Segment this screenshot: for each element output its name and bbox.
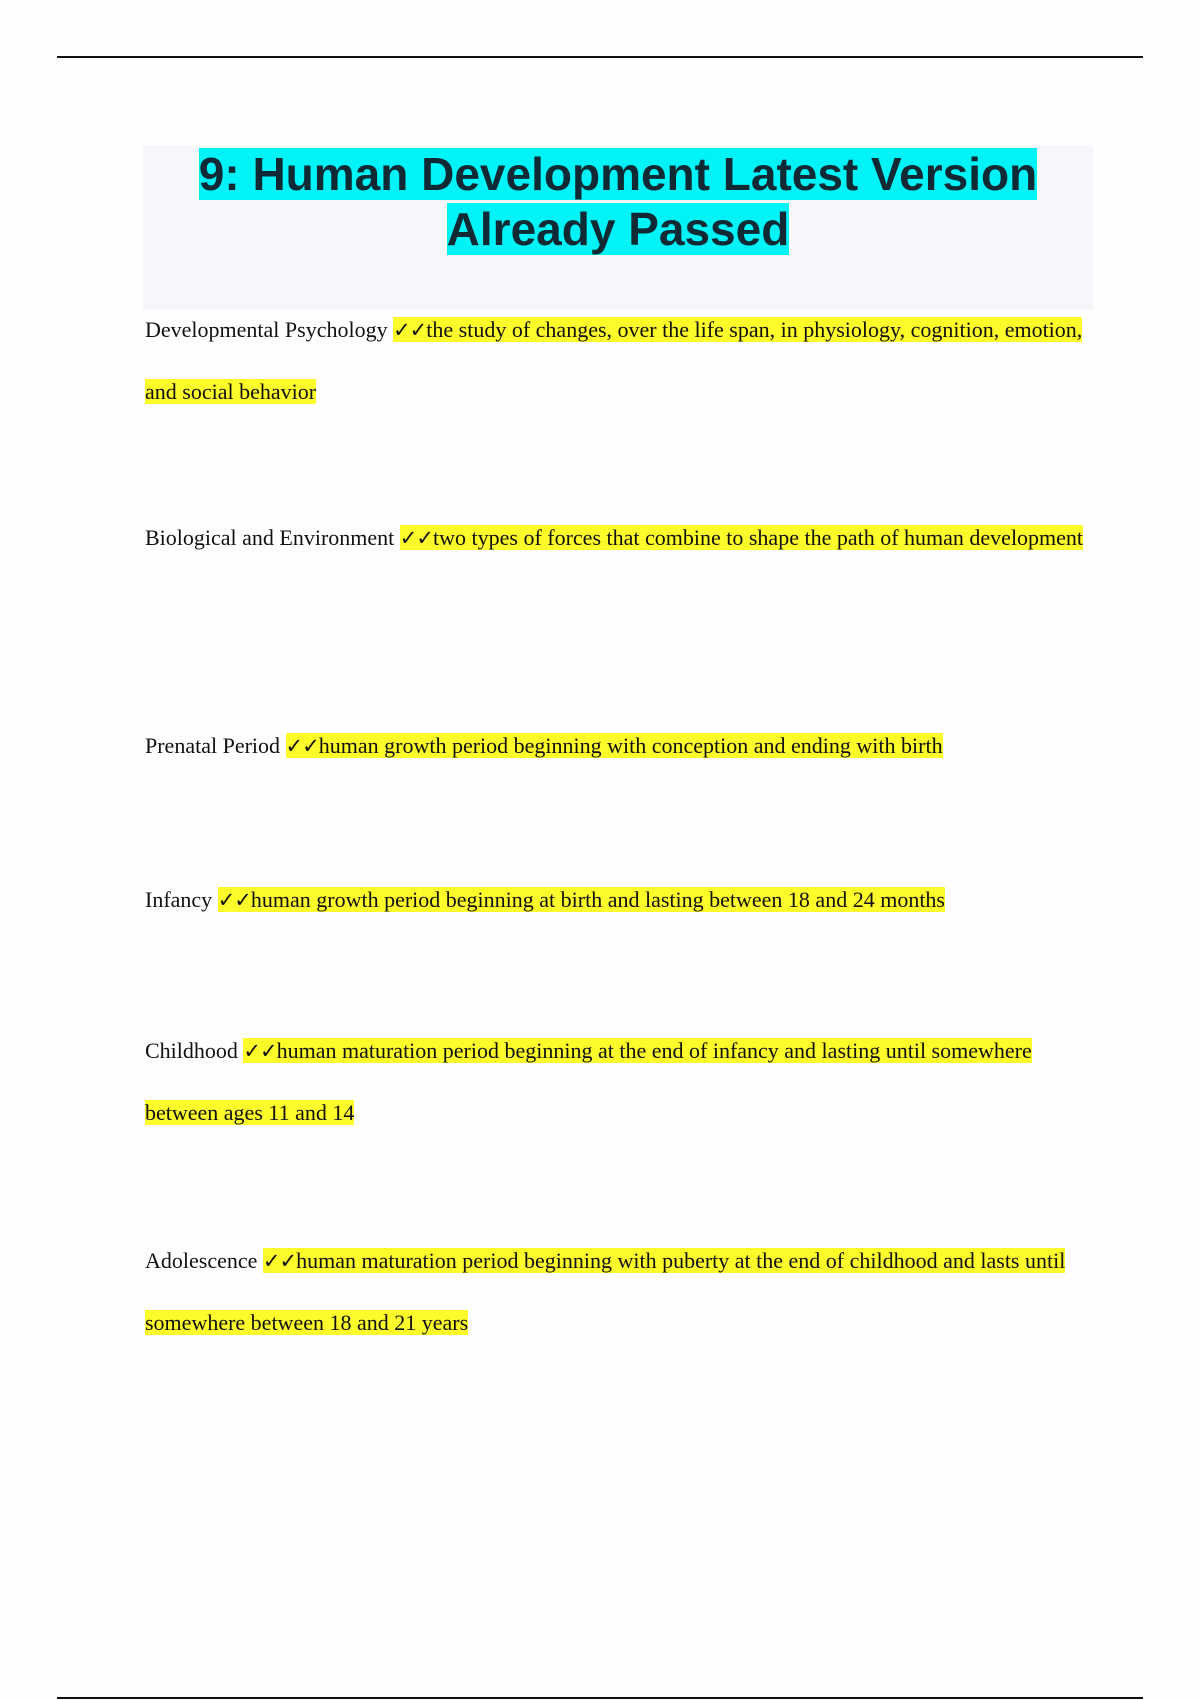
entry-term: Developmental Psychology bbox=[145, 317, 388, 342]
entry-definition: human growth period beginning at birth and lasting between 18 and 24 months bbox=[250, 887, 945, 912]
entry-definition-highlight bbox=[400, 525, 1083, 550]
entry-definition: human maturation period beginning at the end of infancy and lasting until somewhere between ages 11 and 14 bbox=[145, 1038, 1032, 1125]
check-mark-icon: ✓✓ bbox=[393, 318, 427, 342]
list-item bbox=[145, 299, 1095, 422]
check-mark-icon: ✓✓ bbox=[243, 1039, 277, 1063]
title-block bbox=[143, 145, 1093, 310]
entry-definition: human maturation period beginning with puberty at the end of childhood and lasts until somewhere between 18 and 21 years bbox=[145, 1248, 1066, 1335]
check-mark-icon: ✓✓ bbox=[399, 526, 433, 550]
entry-term: Childhood bbox=[145, 1038, 238, 1063]
entry-term: Adolescence bbox=[145, 1248, 258, 1273]
check-mark-icon: ✓✓ bbox=[217, 888, 251, 912]
list-item bbox=[145, 715, 1095, 777]
entry-definition-highlight bbox=[286, 733, 943, 758]
check-mark-icon: ✓✓ bbox=[285, 734, 319, 758]
entry-definition: the study of changes, over the life span, in physiology, cognition, emotion, and social behavior bbox=[145, 317, 1083, 404]
entry-term: Prenatal Period bbox=[145, 733, 281, 758]
list-item bbox=[145, 1230, 1095, 1353]
entry-term: Biological and Environment bbox=[145, 525, 395, 550]
entry-definition: human growth period beginning with conception and ending with birth bbox=[318, 733, 943, 758]
header-rule bbox=[57, 56, 1143, 58]
footer-rule bbox=[57, 1697, 1143, 1699]
entry-definition-highlight bbox=[218, 887, 945, 912]
list-item bbox=[145, 1020, 1095, 1143]
entry-definition-highlight bbox=[145, 1248, 1065, 1335]
page-title bbox=[143, 145, 1093, 257]
check-mark-icon: ✓✓ bbox=[262, 1249, 297, 1273]
list-item bbox=[145, 869, 1095, 931]
list-item bbox=[145, 507, 1095, 569]
entry-term: Infancy bbox=[145, 887, 213, 912]
page-title-text: 9: Human Development Latest Version Already Passed bbox=[198, 148, 1038, 255]
entry-definition-highlight bbox=[145, 1038, 1032, 1125]
entry-definition: two types of forces that combine to shape the path of human development bbox=[433, 525, 1084, 550]
